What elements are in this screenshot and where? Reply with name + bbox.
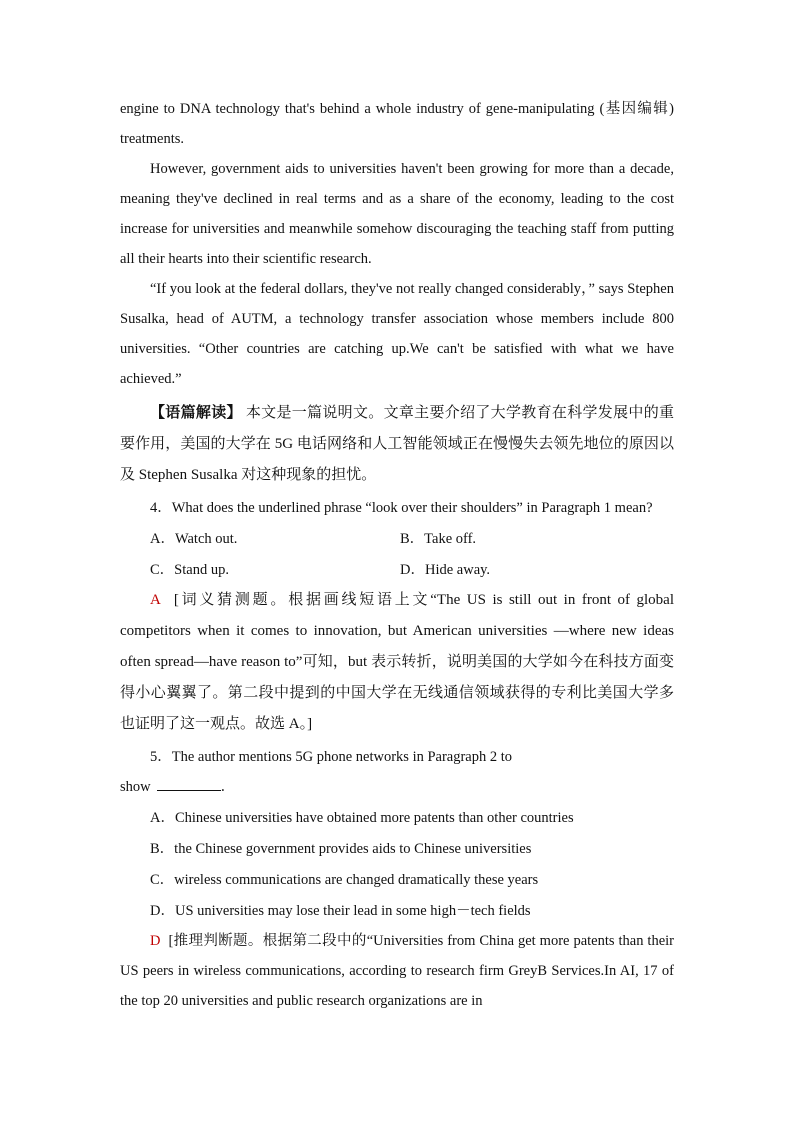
question-5-text-end: ． — [220, 779, 236, 795]
question-5-option-d: D．US universities may lose their lead in some high－tech fields — [150, 902, 531, 919]
question-5-explanation — [120, 926, 674, 1016]
question-4-text: What does the underlined phrase “look over their shoulders” in Paragraph 1 mean? — [171, 500, 653, 516]
question-5-stem — [120, 742, 674, 772]
question-4-explanation — [120, 585, 674, 740]
question-5-answer: D — [150, 933, 161, 949]
passage-paragraph-end: engine to DNA technology that's behind a whole industry of gene-manipulating (基因编辑) treatments. — [120, 101, 674, 147]
question-4-explanation-text: [词义猜测题。根据画线短语上文“The US is still out in front of global competitors when it comes to innovation, but American universities —where new ideas often spread—have reason to”可知，but 表示转折，说明美国的大学如今在科技方面变得小心翼翼了。第二段中提到的中国大学在无线通信领域获得的专利比美国大学多也证明了这一观点。故选 A。] — [120, 592, 674, 732]
question-4-answer: A — [150, 592, 161, 608]
question-5-text-b: show — [120, 779, 151, 795]
passage-analysis — [120, 398, 674, 491]
question-4-options-row-2 — [120, 554, 674, 585]
passage-paragraph-government: However, government aids to universities haven't been growing for more than a decade, meaning they've declined in real terms and as a share of the economy, leading to the cost increase for universities and meanwhile somehow discouraging the teaching staff from putting all their hearts into their scientific research. — [120, 161, 674, 267]
analysis-label: 【语篇解读】 — [150, 405, 242, 421]
question-4-options-row-1 — [120, 523, 674, 554]
question-4-option-a: A．Watch out. — [150, 530, 238, 547]
question-5-stem-line-2 — [120, 772, 674, 802]
question-4-option-c: C．Stand up. — [150, 561, 229, 578]
question-5-option-c: C．wireless communications are changed dramatically these years — [150, 871, 539, 888]
question-5-explanation-text: [推理判断题。根据第二段中的“Universities from China get more patents than their US peers in wireless communications, according to research firm GreyB Services.In AI, 17 of the top 20 universities and public research organizations are in — [120, 933, 675, 1009]
question-5-option-a: A．Chinese universities have obtained more patents than other countries — [150, 809, 574, 826]
question-5-blank — [157, 774, 221, 791]
question-5-text-a: The author mentions 5G phone networks in Paragraph 2 to — [171, 749, 513, 765]
question-5-number: 5． — [150, 749, 172, 765]
question-5-option-b: B．the Chinese government provides aids to Chinese universities — [150, 840, 532, 857]
question-4-stem — [120, 493, 674, 523]
question-4-option-b: B．Take off. — [400, 530, 477, 547]
page-content — [120, 94, 674, 1016]
passage-paragraph-quote: “If you look at the federal dollars, they've not really changed considerably，” says Stephen Susalka, head of AUTM, a technology transfer association whose members include 800 universities. “Other countries are catching up.We can't be satisfied with what we have achieved.” — [120, 281, 674, 387]
question-4-option-d: D．Hide away. — [400, 561, 491, 578]
analysis-text: 本文是一篇说明文。文章主要介绍了大学教育在科学发展中的重要作用，美国的大学在 5G 电话网络和人工智能领域正在慢慢失去领先地位的原因以及 Stephen Susalka 对这种现象的担忧。 — [120, 405, 674, 483]
question-4-number: 4． — [150, 500, 172, 516]
